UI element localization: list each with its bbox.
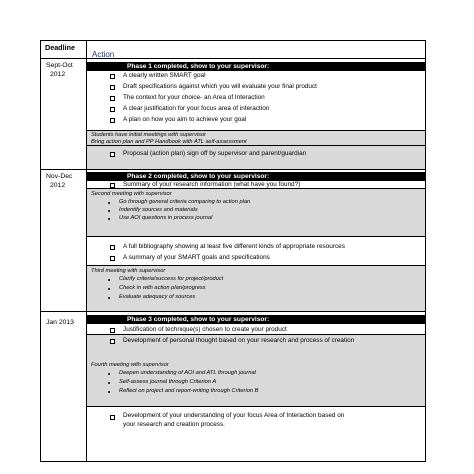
- checklist-item: A full bibliography showing at least five different kinds of appropriate resources: [123, 243, 345, 250]
- date-year: 2012: [50, 71, 66, 78]
- row-rule: [86, 334, 425, 335]
- checklist-item: A clearly written SMART goal: [123, 72, 206, 79]
- meeting-bullet: Self-assess journal through Criterion A: [119, 379, 217, 385]
- row-rule: [86, 406, 425, 407]
- phase2-bar: Phase 2 completed, show to your supervisor:: [87, 172, 425, 181]
- checkbox[interactable]: [110, 118, 115, 123]
- row-rule: [41, 311, 425, 312]
- checklist-item: Development of personal thought based on your research and process of creation: [123, 337, 355, 344]
- date-jan: Jan 2013: [46, 319, 74, 326]
- checkbox[interactable]: [110, 152, 115, 157]
- checklist-item: Justification of technique(s) chosen to create your product: [123, 326, 287, 333]
- phase3-bar: Phase 3 completed, show to your supervisor:: [87, 315, 425, 324]
- row-rule: [86, 265, 425, 266]
- date-sept-oct: Sept-Oct: [46, 62, 73, 69]
- row-rule: [41, 169, 425, 170]
- meeting-bullet: Reflect on project and report-writing through Criterion B: [119, 388, 259, 394]
- final-item: [123, 412, 421, 429]
- checkbox[interactable]: [110, 96, 115, 101]
- checkbox[interactable]: [110, 328, 115, 333]
- planning-table: [40, 40, 426, 462]
- checklist-item: A clear justification for your focus area of interaction: [123, 105, 270, 112]
- checkbox[interactable]: [110, 245, 115, 250]
- action-header: Action: [92, 50, 115, 59]
- meeting-note: Students have initial meetings with supervisor: [91, 132, 207, 138]
- row-rule: [86, 236, 425, 237]
- checklist-item: A plan on how you aim to achieve your goal: [123, 116, 247, 123]
- meeting-bullet: Deepen understanding of AOI and ATL through journal: [119, 370, 256, 376]
- final-item-line: Development of your understanding of your focus Area of Interaction based on: [123, 412, 345, 419]
- meeting-bullet: Evaluate adequacy of sources: [119, 294, 196, 300]
- checkbox[interactable]: [110, 74, 115, 79]
- meeting-note: Bring action plan and PP Handbook with ATL self-assessment: [91, 139, 247, 145]
- row-rule: [86, 130, 425, 131]
- meeting-bullet: Go through general criteria comparing to action plan: [119, 199, 251, 205]
- checkbox[interactable]: [110, 415, 115, 420]
- checkbox[interactable]: [110, 339, 115, 344]
- final-item-line: your research and creation process.: [123, 420, 225, 428]
- meeting-heading: Second meeting with supervisor: [91, 191, 172, 197]
- checklist-item: A summary of your SMART goals and specifications: [123, 254, 270, 261]
- meeting-bullet: Use AOI questions in process journal: [119, 215, 213, 221]
- checkbox[interactable]: [110, 256, 115, 261]
- phase1-bar: Phase 1 completed, show to your supervisor:: [87, 62, 425, 71]
- checklist-item: Draft specifications against which you will evaluate your final product: [123, 83, 317, 90]
- meeting-bullet: Clarify criteria/success for project/product: [119, 276, 224, 282]
- checklist-item: The context for your choice- an Area of Interaction: [123, 94, 265, 101]
- date-year: 2012: [50, 182, 66, 189]
- meeting-heading: Fourth meeting with supervisor: [91, 362, 169, 368]
- checkbox[interactable]: [110, 183, 115, 188]
- checkbox[interactable]: [110, 107, 115, 112]
- meeting-bullet: Check in with action plan/progress: [119, 285, 206, 291]
- checkbox[interactable]: [110, 85, 115, 90]
- meeting-bullet: Indentify sources and materials: [119, 207, 198, 213]
- deadline-header: Deadline: [45, 43, 75, 52]
- proposal-item: Proposal (action plan) sign off by supervisor and parent/guardian: [123, 150, 307, 157]
- date-nov-dec: Nov-Dec: [46, 173, 73, 180]
- checklist-item: Summary of your research information (what have you found?): [123, 181, 301, 188]
- meeting-heading: Third meeting with supervisor: [91, 268, 166, 274]
